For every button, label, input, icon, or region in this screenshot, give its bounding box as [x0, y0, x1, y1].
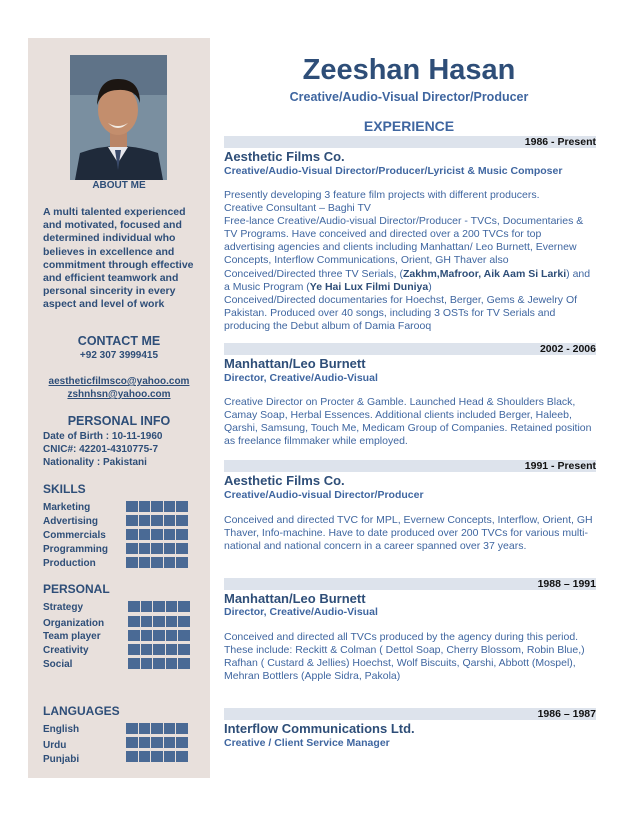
level-segment — [166, 630, 178, 641]
level-segment — [176, 501, 188, 512]
level-segment — [164, 529, 176, 540]
desc-line: Presently developing 3 feature film projects with different producers. — [224, 189, 540, 201]
skill-label: Advertising — [43, 516, 99, 527]
level-segment — [166, 616, 178, 627]
skill-bar — [126, 557, 188, 568]
level-segment — [128, 658, 140, 669]
desc-line: Conceived and directed all TVCs produced by the agency during this period. — [224, 631, 579, 643]
sidebar — [28, 38, 210, 778]
date-band — [224, 460, 596, 472]
level-segment — [153, 658, 165, 669]
level-segment — [151, 543, 163, 554]
level-segment — [126, 529, 138, 540]
date-of-birth: Date of Birth : 10-11-1960 — [43, 431, 163, 442]
level-segment — [141, 616, 153, 627]
skill-bar — [126, 515, 188, 526]
level-segment — [126, 501, 138, 512]
contact-phone: +92 307 3999415 — [79, 350, 159, 361]
job-dates: 1986 - Present — [524, 136, 596, 148]
level-segment — [128, 630, 140, 641]
level-segment — [164, 557, 176, 568]
personal-title: PERSONAL — [43, 582, 110, 596]
serials-list: Zakhm,Mafroor, Aik Aam Si Larki — [402, 267, 567, 280]
level-segment — [126, 557, 138, 568]
job-role: Creative / Client Service Manager — [224, 737, 390, 749]
personal-bar — [128, 601, 190, 612]
level-segment — [166, 644, 178, 655]
personal-bar — [128, 630, 190, 641]
level-segment — [153, 630, 165, 641]
job-description — [224, 631, 594, 683]
personal-bar — [128, 616, 190, 627]
personal-label: Strategy — [43, 602, 84, 613]
level-segment — [139, 501, 151, 512]
level-segment — [151, 515, 163, 526]
email-link-1[interactable]: aestheticfilmsco@yahoo.com — [48, 376, 190, 387]
experience-title: EXPERIENCE — [363, 118, 455, 134]
about-text: A multi talented experienced and motivated, focused and determined individual who believes in excellence and commitment through effective and efficient teamwork and personal sincerity in every aspect and level of work — [43, 206, 194, 311]
level-segment — [166, 658, 178, 669]
company-name: Manhattan/Leo Burnett — [224, 591, 366, 606]
level-segment — [178, 630, 190, 641]
level-segment — [164, 751, 176, 762]
level-segment — [176, 737, 188, 748]
level-segment — [153, 616, 165, 627]
skill-bar — [126, 529, 188, 540]
level-segment — [139, 529, 151, 540]
language-bar — [126, 751, 188, 762]
level-segment — [151, 557, 163, 568]
desc-line: Creative Consultant – Baghi TV — [224, 202, 371, 215]
date-band — [224, 343, 596, 355]
level-segment — [151, 723, 163, 734]
level-segment — [126, 751, 138, 762]
personal-bar — [128, 658, 190, 669]
level-segment — [128, 601, 140, 612]
level-segment — [128, 616, 140, 627]
job-dates: 2002 - 2006 — [539, 343, 596, 355]
skill-bar — [126, 501, 188, 512]
level-segment — [178, 616, 190, 627]
date-band — [224, 708, 596, 720]
level-segment — [176, 557, 188, 568]
level-segment — [151, 751, 163, 762]
company-name: Aesthetic Films Co. — [224, 149, 345, 164]
level-segment — [139, 737, 151, 748]
profile-photo — [70, 55, 167, 180]
job-dates: 1991 - Present — [524, 460, 596, 472]
contact-title: CONTACT ME — [77, 334, 161, 348]
date-band — [224, 136, 596, 148]
job-title: Creative/Audio-Visual Director/Producer — [289, 90, 529, 104]
nationality: Nationality : Pakistani — [43, 457, 147, 468]
job-dates: 1988 – 1991 — [537, 578, 596, 590]
level-segment — [126, 515, 138, 526]
level-segment — [164, 515, 176, 526]
level-segment — [139, 723, 151, 734]
level-segment — [176, 543, 188, 554]
company-name: Aesthetic Films Co. — [224, 473, 345, 488]
skill-label: Marketing — [43, 502, 91, 513]
job-description: Creative Director on Procter & Gamble. Launched Head & Shoulders Black, Camay Soap, Herbal Essences. Additional clients included Berger, Haleeb, Qarshi, Samsung, Touch Me, Medicam Group of Companies. Retained position as freelance filmmaker while employed. — [224, 396, 592, 448]
level-segment — [139, 515, 151, 526]
level-segment — [151, 737, 163, 748]
skill-label: Programming — [43, 544, 109, 555]
personal-info-title: PERSONAL INFO — [67, 414, 171, 428]
desc-line: These include: Reckitt & Colman ( Dettol Soap, Cherry Blossom, Robin Blue,) Rafhan ( Custard & Jellies) Hoechst, Wolf Biscuits, Qarshi, Abbott (Mospel), Mehran Bottlers (Apple Sidra, Pakola) — [224, 644, 585, 683]
language-bar — [126, 723, 188, 734]
level-segment — [164, 737, 176, 748]
job-role: Director, Creative/Audio-Visual — [224, 606, 378, 618]
cnic: CNIC#: 42201-4310775-7 — [43, 444, 159, 455]
level-segment — [178, 601, 190, 612]
personal-label: Social — [43, 659, 73, 670]
level-segment — [141, 630, 153, 641]
level-segment — [141, 601, 153, 612]
level-segment — [141, 658, 153, 669]
level-segment — [153, 601, 165, 612]
job-role: Director, Creative/Audio-Visual — [224, 372, 378, 384]
language-label: Urdu — [43, 740, 67, 751]
level-segment — [164, 723, 176, 734]
languages-title: LANGUAGES — [43, 704, 120, 718]
level-segment — [166, 601, 178, 612]
job-dates: 1986 – 1987 — [537, 708, 596, 720]
desc-paragraph: Free-lance Creative/Audio-visual Director/Producer - TVCs, Documentaries & TV Programs. Have conceived and directed over a 200 TVCs for top advertising agencies and clients including Manhattan/ Leo Burnett, Evernew Concepts, Interflow Communications, Orient, GH Thaver also Conceived/Directed three TV Serials, (Zakhm,Mafroor, Aik Aam Si Larki) and a Music Program (Ye Hai Lux Filmi Duniya) — [224, 215, 591, 293]
company-name: Interflow Communications Ltd. — [224, 721, 415, 736]
level-segment — [151, 501, 163, 512]
skill-label: Commercials — [43, 530, 106, 541]
job-description — [224, 189, 594, 333]
music-program: Ye Hai Lux Filmi Duniya — [309, 280, 429, 293]
level-segment — [126, 723, 138, 734]
person-name: Zeeshan Hasan — [302, 54, 516, 86]
level-segment — [178, 658, 190, 669]
email-link-2[interactable]: zshnhsn@yahoo.com — [67, 389, 171, 400]
level-segment — [176, 515, 188, 526]
skill-bar — [126, 543, 188, 554]
level-segment — [126, 543, 138, 554]
level-segment — [128, 644, 140, 655]
level-segment — [176, 751, 188, 762]
job-role: Creative/Audio-Visual Director/Producer/Lyricist & Music Composer — [224, 165, 563, 177]
level-segment — [153, 644, 165, 655]
skills-title: SKILLS — [43, 482, 86, 496]
level-segment — [164, 501, 176, 512]
personal-label: Creativity — [43, 645, 89, 656]
level-segment — [139, 751, 151, 762]
language-bar — [126, 737, 188, 748]
level-segment — [176, 529, 188, 540]
level-segment — [139, 543, 151, 554]
level-segment — [141, 644, 153, 655]
job-description: Conceived and directed TVC for MPL, Evernew Concepts, Interflow, Orient, GH Thaver, Info-machine. Have to date produced over 200 TVCs for various multi-national and national concern in a career spanned over 37 years. — [224, 514, 593, 553]
language-label: Punjabi — [43, 754, 80, 765]
skill-label: Production — [43, 558, 96, 569]
date-band — [224, 578, 596, 590]
job-role: Creative/Audio-visual Director/Producer — [224, 489, 424, 501]
level-segment — [126, 737, 138, 748]
language-label: English — [43, 724, 80, 735]
about-title: ABOUT ME — [92, 180, 146, 191]
personal-label: Organization — [43, 618, 105, 629]
personal-bar — [128, 644, 190, 655]
level-segment — [176, 723, 188, 734]
level-segment — [164, 543, 176, 554]
level-segment — [178, 644, 190, 655]
desc-line: Conceived/Directed documentaries for Hoechst, Berger, Gems & Jewelry Of Pakistan. Produced over 40 songs, including 3 OSTs for TV Serials and producing the Debut album of Damia Farooq — [224, 293, 578, 332]
company-name: Manhattan/Leo Burnett — [224, 356, 366, 371]
personal-label: Team player — [43, 631, 101, 642]
level-segment — [151, 529, 163, 540]
level-segment — [139, 557, 151, 568]
